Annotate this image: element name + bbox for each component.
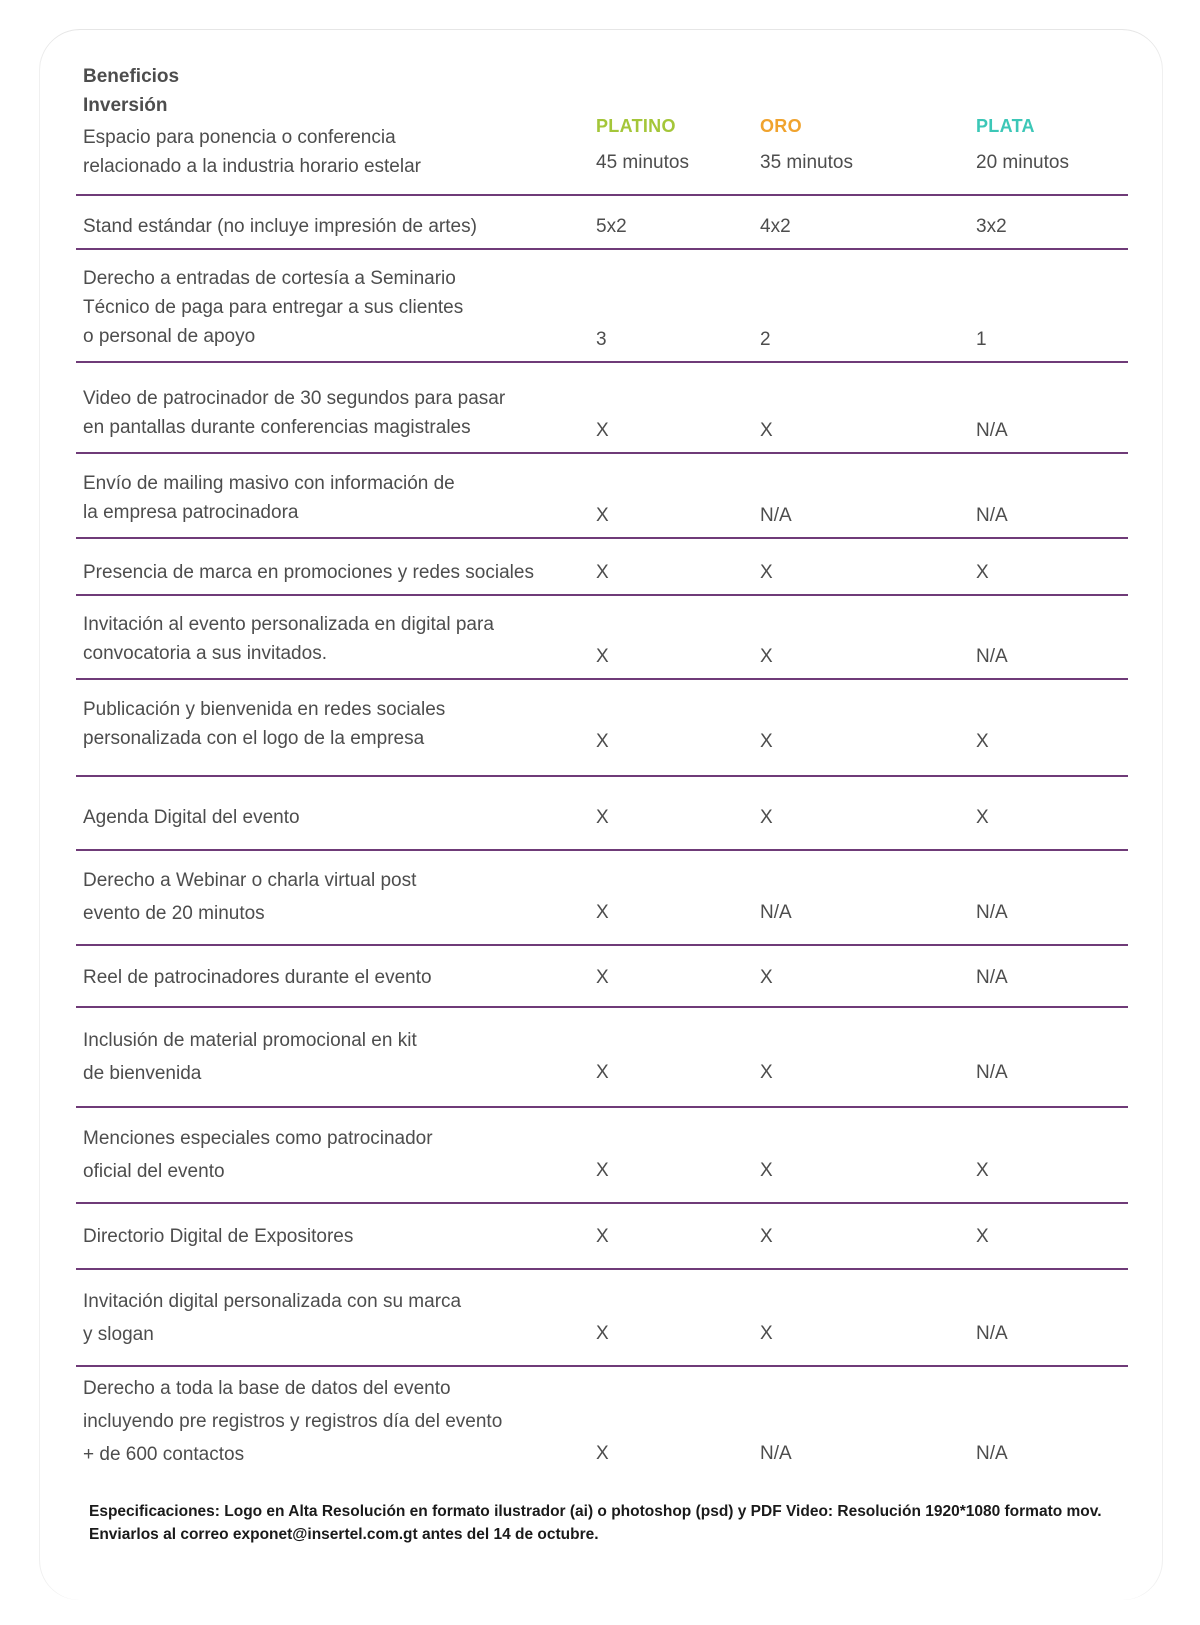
oro-value: X <box>760 807 773 828</box>
oro-value: X <box>760 646 773 667</box>
specifications-note: Especificaciones: Logo en Alta Resolución en formato ilustrador (ai) o photoshop (psd) y PDF Video: Resolución 1920*1080 formato mov. Enviarlos al correo exponet@insertel.com.gt antes del 14 de octubre. <box>89 1503 1102 1543</box>
plata-value: N/A <box>976 646 1008 667</box>
platino-value: 5x2 <box>596 216 627 237</box>
plata-value: N/A <box>976 967 1008 988</box>
table-row <box>76 596 1128 680</box>
platino-value: X <box>596 967 609 988</box>
plata-value: N/A <box>976 420 1008 441</box>
benefit-label: Derecho a Webinar o charla virtual post evento de 20 minutos <box>83 870 417 924</box>
table-row <box>76 1270 1128 1367</box>
benefit-label: Presencia de marca en promociones y redes sociales <box>83 562 534 583</box>
benefit-label: Envío de mailing masivo con información de la empresa patrocinadora <box>83 473 455 523</box>
benefit-label: Publicación y bienvenida en redes sociales personalizada con el logo de la empresa <box>83 699 446 749</box>
oro-conference-time: 35 minutos <box>760 152 853 173</box>
plata-value: X <box>976 1160 989 1181</box>
platino-value: X <box>596 1226 609 1247</box>
table-row <box>76 539 1128 596</box>
platino-value: X <box>596 1062 609 1083</box>
plata-value: 1 <box>976 329 987 350</box>
table-row <box>76 1367 1128 1479</box>
platino-value: X <box>596 505 609 526</box>
plata-value: 3x2 <box>976 216 1007 237</box>
table-row <box>76 1108 1128 1204</box>
plata-value: X <box>976 1226 989 1247</box>
tier-oro: ORO <box>760 116 802 136</box>
tier-plata: PLATA <box>976 116 1035 136</box>
plata-value: N/A <box>976 1443 1008 1464</box>
plata-value: N/A <box>976 1062 1008 1083</box>
table-row <box>76 946 1128 1008</box>
benefit-label: Reel de patrocinadores durante el evento <box>83 967 432 988</box>
table-row <box>76 1204 1128 1270</box>
benefit-label: Stand estándar (no incluye impresión de artes) <box>83 216 477 237</box>
benefit-label: Derecho a toda la base de datos del evento incluyendo pre registros y registros día del evento + de 600 contactos <box>83 1378 503 1465</box>
benefit-label: Video de patrocinador de 30 segundos para pasar en pantallas durante conferencias magistrales <box>83 388 506 438</box>
platino-value: X <box>596 1160 609 1181</box>
table-row <box>76 363 1128 454</box>
plata-value: N/A <box>976 505 1008 526</box>
oro-value: X <box>760 1062 773 1083</box>
oro-value: X <box>760 1323 773 1344</box>
table-header <box>76 58 1128 196</box>
beneficios-heading: Beneficios <box>83 66 180 87</box>
platino-value: X <box>596 1323 609 1344</box>
platino-value: X <box>596 562 609 583</box>
platino-value: X <box>596 646 609 667</box>
oro-value: X <box>760 731 773 752</box>
plata-conference-time: 20 minutos <box>976 152 1069 173</box>
oro-value: N/A <box>760 505 792 526</box>
benefit-label: Invitación al evento personalizada en digital para convocatoria a sus invitados. <box>83 614 494 664</box>
benefit-label: Agenda Digital del evento <box>83 807 300 828</box>
inversion-heading: Inversión <box>83 95 168 116</box>
plata-value: N/A <box>976 1323 1008 1344</box>
platino-value: 3 <box>596 329 607 350</box>
platino-value: X <box>596 902 609 923</box>
platino-value: X <box>596 1443 609 1464</box>
platino-conference-time: 45 minutos <box>596 152 689 173</box>
plata-value: N/A <box>976 902 1008 923</box>
table-row <box>76 250 1128 363</box>
table-row <box>76 194 1128 250</box>
oro-value: X <box>760 1160 773 1181</box>
platino-value: X <box>596 420 609 441</box>
oro-value: N/A <box>760 902 792 923</box>
plata-value: X <box>976 562 989 583</box>
plata-value: X <box>976 807 989 828</box>
oro-value: X <box>760 1226 773 1247</box>
benefit-label: Menciones especiales como patrocinador oficial del evento <box>83 1128 433 1182</box>
platino-value: X <box>596 807 609 828</box>
oro-value: X <box>760 562 773 583</box>
table-row <box>76 777 1128 851</box>
plata-value: X <box>976 731 989 752</box>
tier-platino: PLATINO <box>596 116 676 136</box>
oro-value: X <box>760 967 773 988</box>
table-row <box>76 680 1128 777</box>
table-row <box>76 1008 1128 1108</box>
conference-space-label: Espacio para ponencia o conferencia relacionado a la industria horario estelar <box>83 127 421 177</box>
oro-value: 2 <box>760 329 771 350</box>
oro-value: N/A <box>760 1443 792 1464</box>
benefit-label: Directorio Digital de Expositores <box>83 1226 354 1247</box>
platino-value: X <box>596 731 609 752</box>
table-row <box>76 454 1128 539</box>
benefit-label: Inclusión de material promocional en kit de bienvenida <box>83 1030 417 1084</box>
table-row <box>76 851 1128 946</box>
oro-value: 4x2 <box>760 216 791 237</box>
oro-value: X <box>760 420 773 441</box>
benefit-label: Derecho a entradas de cortesía a Seminario Técnico de paga para entregar a sus clientes o personal de apoyo <box>83 268 464 347</box>
benefit-label: Invitación digital personalizada con su marca y slogan <box>83 1291 462 1345</box>
